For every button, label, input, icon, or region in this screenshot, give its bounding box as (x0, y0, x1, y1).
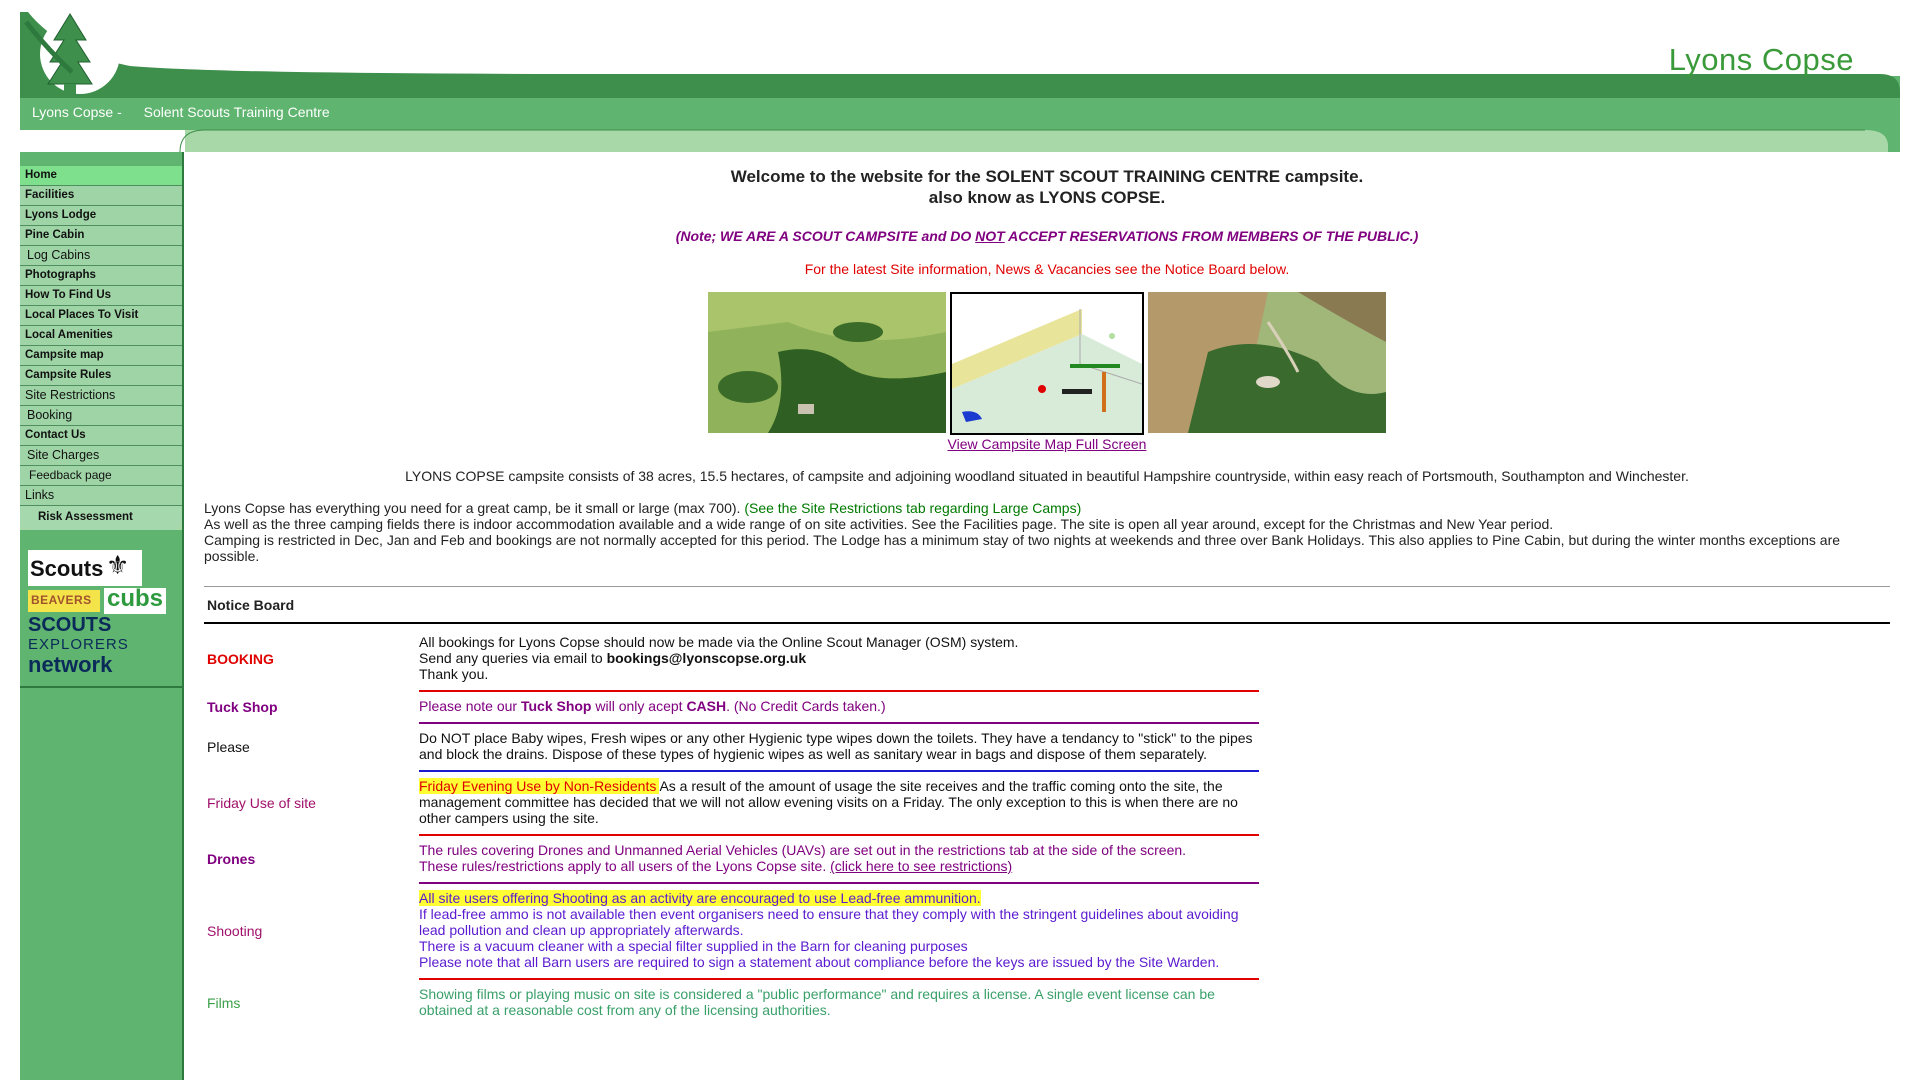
public-notice (204, 228, 1890, 244)
sidebar-divider (20, 686, 182, 688)
fleur-de-lis-icon: ⚜ (106, 550, 130, 580)
beavers-logo[interactable] (28, 590, 100, 612)
main-content (204, 152, 1890, 1026)
notice-label-please: Please (207, 739, 250, 755)
para1-text: Lyons Copse has everything you need for a great camp, be it small or large (max 700). (204, 500, 745, 516)
friday-highlight: Friday Evening Use by Non-Residents (419, 778, 660, 794)
notice-row-drones (204, 836, 1259, 882)
welcome-line-2: also know as LYONS COPSE. (928, 188, 1166, 207)
drones-line-2: These rules/restrictions apply to all users of the Lyons Copse site. (419, 858, 831, 874)
note-not: NOT (975, 228, 1005, 244)
para2-text: As well as the three camping fields there is indoor accommodation available and a wide range of on site activities. See the Facilities page. The site is open all year around, except for the Christmas and New Year period. (204, 516, 1554, 532)
notice-label-booking: BOOKING (207, 651, 274, 667)
scouting-logos (28, 550, 172, 690)
sidebar-item-facilities[interactable]: Facilities (20, 186, 182, 206)
aerial-photo-right[interactable] (1148, 292, 1386, 433)
scouts-logo-text: Scouts (30, 556, 104, 581)
scouts-logo-2[interactable] (28, 616, 126, 638)
header-banner (20, 12, 1900, 152)
welcome-heading (204, 166, 1890, 208)
sidebar-item-contact-us[interactable]: Contact Us (20, 426, 182, 446)
aerial-photo-left[interactable] (708, 292, 946, 433)
notice-label-shooting: Shooting (207, 923, 263, 939)
notice-row-booking (204, 628, 1259, 690)
shooting-line-4: Please note that all Barn users are required to sign a statement about compliance before the keys are issued by the Site Warden. (419, 954, 1220, 970)
photo-strip (204, 292, 1890, 433)
site-subtitle (32, 104, 348, 120)
notice-text-films: Showing films or playing music on site is considered a "public performance" and requires a license. A single event license can be obtained at a reasonable cost from any of the licensing authorities. (419, 986, 1215, 1018)
notice-text-please: Do NOT place Baby wipes, Fresh wipes or any other Hygienic type wipes down the toilets. They have a tendancy to "stick" to the pipes and block the drains. Dispose of these types of hygienic wipes as well as sanitary wear in bags and dispose of them separately. (419, 730, 1253, 762)
welcome-line-1: Welcome to the website for the SOLENT SCOUT TRAINING CENTRE campsite. (730, 167, 1364, 186)
latest-info-text: For the latest Site information, News & Vacancies see the Notice Board below. (804, 261, 1290, 277)
notice-board-table (204, 628, 1259, 1026)
friday-text: As a result of the amount of usage the site receives and the traffic coming onto the site, the management committee has decided that we will not allow evening visits on a Friday. The only exception to this is when there are no other campers using the site. (419, 778, 1238, 826)
subtitle-left: Lyons Copse - (32, 104, 122, 120)
booking-email[interactable]: bookings@lyonscopse.org.uk (606, 650, 807, 666)
notice-text-friday (419, 772, 1259, 834)
notice-board-underline (204, 622, 1890, 624)
scouts2-logo-text: SCOUTS (28, 614, 112, 636)
subtitle-right: Solent Scouts Training Centre (143, 104, 330, 120)
booking-line-3: Thank you. (419, 666, 489, 682)
sidebar-item-log-cabins[interactable]: Log Cabins (20, 246, 182, 266)
note-pre: (Note; WE ARE A SCOUT CAMPSITE and DO (675, 228, 976, 244)
sidebar-item-how-to-find-us[interactable]: How To Find Us (20, 286, 182, 306)
large-camps-note: (See the Site Restrictions tab regarding Large Camps) (744, 500, 1082, 516)
sidebar-nav (20, 166, 182, 530)
details-paragraph (204, 500, 1890, 564)
intro-paragraph: LYONS COPSE campsite consists of 38 acres, 15.5 hectares, of campsite and adjoining woodland situated in beautiful Hampshire countryside, within easy reach of Portsmouth, Southampton and Winchester. (405, 468, 1689, 484)
sidebar-item-feedback-page[interactable]: Feedback page (20, 466, 182, 486)
shooting-highlight: All site users offering Shooting as an activity are encouraged to use Lead-free ammunition. (419, 890, 981, 906)
notice-label-drones: Drones (207, 851, 256, 867)
sidebar-item-photographs[interactable]: Photographs (20, 266, 182, 286)
notice-row-shooting (204, 884, 1259, 978)
note-post: ACCEPT RESERVATIONS FROM MEMBERS OF THE PUBLIC.) (1004, 228, 1419, 244)
notice-label-tuck-shop: Tuck Shop (207, 699, 278, 715)
left-sidebar (20, 152, 184, 1080)
booking-line-2: Send any queries via email to (419, 650, 607, 666)
sidebar-item-campsite-map[interactable]: Campsite map (20, 346, 182, 366)
tuck-bold-1: Tuck Shop (520, 698, 592, 714)
sidebar-item-links[interactable]: Links (20, 486, 182, 506)
tuck-post: . (No Credit Cards taken.) (726, 698, 886, 714)
tuck-pre: Please note our (419, 698, 521, 714)
notice-label-films: Films (207, 995, 241, 1011)
sidebar-item-campsite-rules[interactable]: Campsite Rules (20, 366, 182, 386)
notice-row-films (204, 980, 1259, 1026)
sidebar-item-lyons-lodge[interactable]: Lyons Lodge (20, 206, 182, 226)
section-divider (204, 586, 1890, 587)
sidebar-item-pine-cabin[interactable]: Pine Cabin (20, 226, 182, 246)
shooting-line-3: There is a vacuum cleaner with a special filter supplied in the Barn for cleaning purposes (419, 938, 968, 954)
restrictions-link[interactable]: (click here to see restrictions) (830, 858, 1013, 874)
notice-label-friday: Friday Use of site (207, 795, 316, 811)
drones-line-1: The rules covering Drones and Unmanned Aerial Vehicles (UAVs) are set out in the restrictions tab at the side of the screen. (419, 842, 1187, 858)
notice-text-shooting (419, 884, 1259, 978)
notice-text-booking (419, 628, 1259, 690)
network-logo[interactable] (28, 654, 118, 680)
banner-graphic (20, 12, 1900, 152)
tuck-bold-2: CASH (686, 698, 727, 714)
notice-row-friday (204, 772, 1259, 834)
tuck-mid: will only acept (591, 698, 687, 714)
booking-line-1: All bookings for Lyons Copse should now be made via the Online Scout Manager (OSM) system. (419, 634, 1019, 650)
beavers-logo-text: BEAVERS (31, 593, 92, 607)
notice-row-tuck-shop (204, 692, 1259, 722)
network-logo-text: network (28, 652, 113, 677)
site-brand-title: Lyons Copse (1668, 42, 1854, 77)
notice-text-drones (419, 836, 1259, 882)
campsite-map-thumbnail[interactable] (950, 292, 1144, 435)
sidebar-item-site-restrictions[interactable]: Site Restrictions (20, 386, 182, 406)
cubs-logo[interactable] (104, 585, 166, 614)
notice-board-title: Notice Board (207, 597, 295, 613)
sidebar-item-site-charges[interactable]: Site Charges (20, 446, 182, 466)
sidebar-item-home[interactable]: Home (20, 166, 182, 186)
sidebar-item-local-places[interactable]: Local Places To Visit (20, 306, 182, 326)
notice-text-tuck-shop (419, 692, 1259, 722)
explorers-logo-text: EXPLORERS (28, 636, 129, 653)
sidebar-item-local-amenities[interactable]: Local Amenities (20, 326, 182, 346)
notice-row-please (204, 724, 1259, 770)
sidebar-item-booking[interactable]: Booking (20, 406, 182, 426)
sidebar-item-risk-assessment[interactable]: Risk Assessment (20, 506, 182, 530)
scouts-logo[interactable] (28, 550, 142, 586)
view-campsite-map-link[interactable]: View Campsite Map Full Screen (947, 436, 1147, 452)
para3-text: Camping is restricted in Dec, Jan and Feb and bookings are not normally accepted for this period. The Lodge has a minimum stay of two nights at weekends and three over Bank Holidays. This also applies to Pine Cabin, but during the winter months exceptions are possible. (204, 532, 1841, 564)
cubs-logo-text: cubs (107, 585, 164, 612)
shooting-line-2: If lead-free ammo is not available then event organisers need to ensure that they comply with the stringent guidelines about avoiding lead pollution and clean up appropriately afterwards. (419, 906, 1239, 938)
